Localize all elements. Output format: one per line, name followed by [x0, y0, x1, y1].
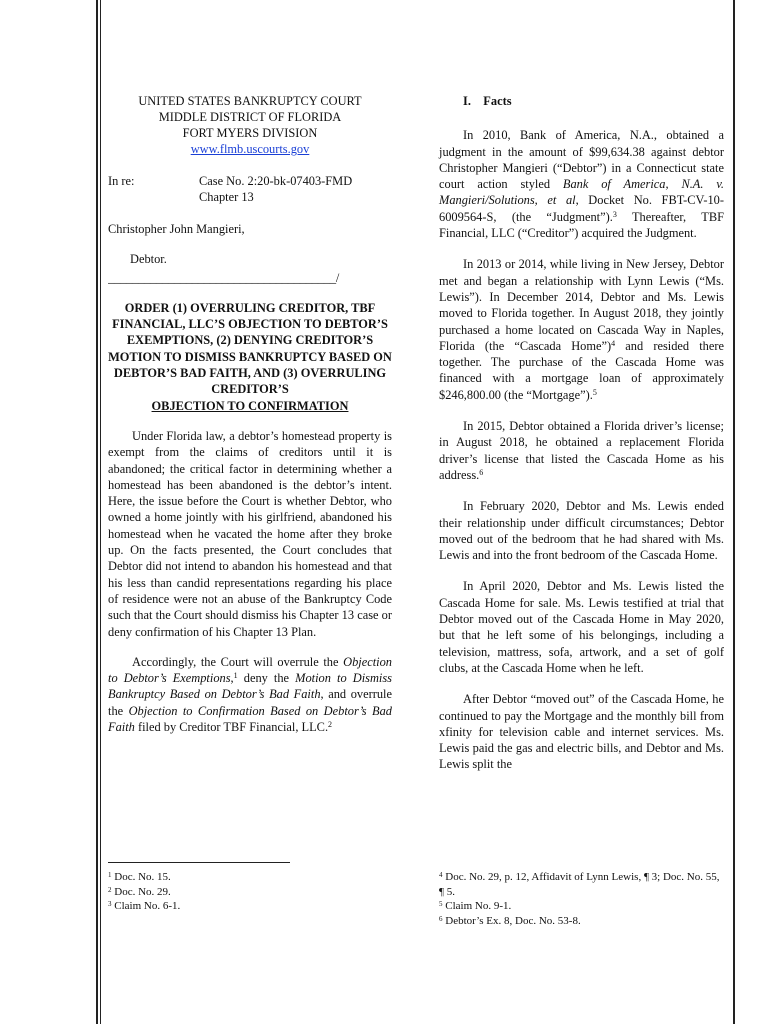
in-re-label: In re: — [108, 174, 135, 188]
footnote-text: Doc. No. 29, p. 12, Affidavit of Lynn Lewis, ¶ 3; Doc. No. 55, ¶ 5. — [439, 871, 720, 898]
facts-paragraph-4: In February 2020, Debtor and Ms. Lewis ended their relationship under difficult circumstances; Debtor moved out of the bedroom that he had shared with Ms. Lewis and into the front bedroom of the Cascada Home. — [439, 499, 724, 563]
facts-paragraph-5: In April 2020, Debtor and Ms. Lewis listed the Cascada Home for sale. Ms. Lewis testified at trial that Debtor moved out of the Cascada Home in May 2020, but that he left some of his belongings, including a television, mattress, sofa, artwork, and a set of golf clubs, at the Cascada Home when he left. — [439, 579, 724, 675]
objection-confirmation-title: Objection to Confirmation Based on Debtor’s Bad Faith — [108, 703, 392, 735]
footnote-rule — [108, 862, 290, 863]
case-style-title: Bank of America, N.A. v. Mangieri/Solutions, et al — [439, 177, 725, 208]
text-run: , and overrule the — [108, 687, 392, 718]
court-website-link[interactable]: www.flmb.uscourts.gov — [190, 142, 310, 156]
court-header — [108, 93, 392, 157]
footnote-ref: 5 — [592, 387, 597, 397]
left-border-line-outer — [96, 0, 98, 1024]
text-run: deny the — [237, 671, 296, 686]
court-name: UNITED STATES BANKRUPTCY COURT — [138, 94, 362, 108]
debtor-name: Christopher John Mangieri, — [108, 222, 245, 236]
footnotes-right — [439, 870, 724, 928]
footnote-text: Claim No. 9-1. — [442, 900, 512, 912]
text-run: In 2015, Debtor obtained a Florida driver’s license; in August 2018, he obtained a replacement Florida driver’s license that listed the Cascada Home as his address. — [439, 419, 724, 482]
court-division: FORT MYERS DIVISION — [182, 126, 318, 140]
text-run: , Docket No. FBT-CV-10-6009564-S, (the “Judgment”). — [439, 193, 724, 224]
facts-paragraph-6: After Debtor “moved out” of the Cascada Home, he continued to pay the Mortgage and the monthly bill from xfinity for television cable and internet services. Ms. Lewis paid the gas and electric bills, and Debtor and Ms. Lewis split the — [439, 692, 724, 772]
debtor-role: Debtor. — [130, 252, 167, 267]
caption-separator: ______________________________________/ — [108, 270, 340, 285]
footnote-ref: 3 — [612, 209, 617, 219]
footnote-ref: 4 — [611, 338, 616, 348]
footnote-item — [439, 914, 724, 929]
text-run: filed by Creditor TBF Financial, LLC. — [134, 720, 329, 735]
footnote-text: Doc. No. 29. — [111, 885, 171, 898]
footnotes-left — [108, 870, 392, 914]
footnote-number: 2 — [108, 885, 112, 894]
footnote-number: 5 — [439, 900, 443, 908]
footnote-number: 4 — [439, 871, 443, 879]
case-caption — [108, 173, 392, 205]
footnote-number: 6 — [439, 914, 443, 923]
footnote-item — [439, 870, 724, 899]
facts-paragraph-1 — [439, 127, 724, 241]
footnote-item — [108, 899, 392, 914]
text-run: In 2010, Bank of America, N.A., obtained a judgment in the amount of $99,634.38 against debtor Christopher Mangieri (“Debtor”) in a Connecticut state court action styled — [439, 128, 724, 192]
case-number: Case No. 2:20-bk-07403-FMD — [199, 174, 353, 188]
accordingly-paragraph: Accordingly, the Court will overrule the Objection to Debtor’s Exemptions,$^1$ deny the Motion to Dismiss Bankruptcy Based on Debtor’s Bad Faith, and overrule the Objection to Confirmation Based on Debtor’s Bad Faith filed by Creditor TBF Financial, LLC.$^2$ — [108, 654, 392, 735]
order-title-text: ORDER (1) OVERRULING CREDITOR, TBF FINANCIAL, LLC’S OBJECTION TO DEBTOR’S EXEMPTIONS, (2) DENYING CREDITOR’S MOTION TO DISMISS BANKRUPTCY BASED ON DEBTOR’S BAD FAITH, AND (3) OVERRULING CREDITOR’S — [108, 300, 392, 397]
objection-exemptions-title: Objection to Debtor’s Exemptions — [108, 654, 392, 686]
footnote-ref: 1 — [233, 671, 238, 681]
order-title-underlined: OBJECTION TO CONFIRMATION — [151, 398, 349, 413]
order-title — [108, 300, 392, 414]
right-border-line — [733, 0, 735, 1024]
facts-paragraph-2 — [439, 256, 724, 403]
footnote-ref: 6 — [479, 467, 484, 477]
intro-paragraph: Under Florida law, a debtor’s homestead property is exempt from the claims of creditors until it is abandoned; the critical factor in determining whether a homestead has been abandoned is the debtor’s intent. Here, the issue before the Court is whether Debtor, who owned a home jointly with his girlfriend, abandoned his homestead when he vacated the home after they broke up. On the facts presented, the Court concludes that Debtor did not intend to abandon his homestead and that his less than candid representations regarding his place of residence were not an abuse of the Bankruptcy Code such that the Court should dismiss his Chapter 13 case or deny confirmation of his Chapter 13 Plan. — [108, 428, 392, 639]
text-run: Accordingly, the Court will overrule the — [132, 654, 344, 669]
footnote-number: 1 — [108, 871, 112, 879]
facts-heading: I. Facts — [463, 94, 512, 108]
chapter-number: Chapter 13 — [199, 190, 254, 204]
left-border-line-inner — [100, 0, 101, 1024]
footnote-number: 3 — [108, 900, 112, 908]
text-run: Thereafter, TBF Financial, LLC (“Creditor”) acquired the Judgment. — [439, 209, 724, 241]
text-run: In 2013 or 2014, while living in New Jersey, Debtor met and began a relationship with Lynn Lewis (“Ms. Lewis”). In December 2014, Debtor and Ms. Lewis moved to Florida together. In August 2018, they jointly purchased a home located on Cascada Way in Naples, Florida (the “Cascada Home”) — [439, 257, 724, 353]
text-run: and resided there together. The purchase of the Cascada Home was financed with a mortgage loan of approximately $246,800.00 (the “Mortgage”). — [439, 338, 724, 402]
court-district: MIDDLE DISTRICT OF FLORIDA — [158, 110, 342, 124]
footnote-ref: 2 — [328, 720, 333, 730]
footnote-text: Doc. No. 15. — [111, 871, 171, 883]
left-column — [108, 93, 392, 735]
footnote-text: Claim No. 6-1. — [111, 900, 181, 912]
right-column — [439, 93, 724, 773]
footnote-text: Debtor’s Ex. 8, Doc. No. 53-8. — [442, 914, 581, 927]
footnote-item — [108, 870, 392, 885]
footnote-item — [439, 899, 724, 914]
footnote-item — [108, 885, 392, 900]
motion-dismiss-title: Motion to Dismiss Bankruptcy Based on Debtor’s Bad Faith — [108, 671, 392, 702]
facts-paragraph-3 — [439, 418, 724, 483]
